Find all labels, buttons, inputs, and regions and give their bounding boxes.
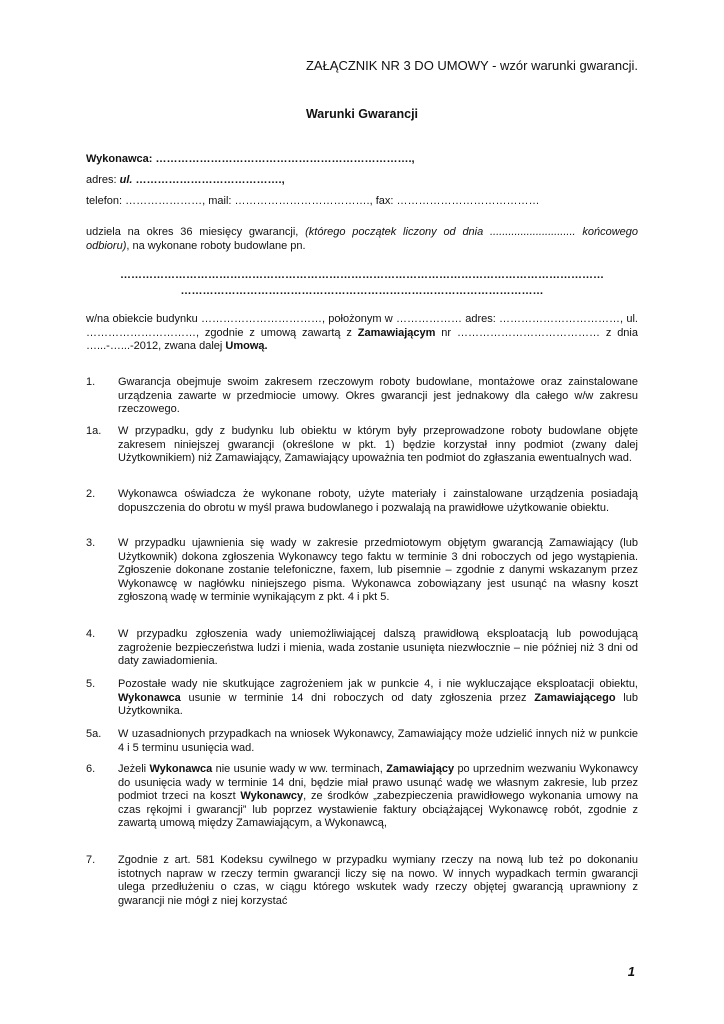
clause-6 xyxy=(86,763,638,831)
clause-6-bold-f: Wykonawcy xyxy=(240,790,304,802)
clause-5-text-a: Pozostałe wady nie skutkujące zagrożeniem jak w punkcie 4, i nie wykluczające eksploatacji obiektu, xyxy=(118,678,638,690)
intro-italic: (którego początek liczony od dnia ............................ końcowego odbioru) xyxy=(86,226,638,252)
clause-number: 3. xyxy=(86,537,96,549)
phone-line: telefon: …………………, mail: ………………………………., fax: ………………………………… xyxy=(86,195,540,207)
project-name-dots-1: …………………………………………………………………………………………………………………… xyxy=(120,269,604,281)
address-line xyxy=(86,174,285,186)
intro-paragraph xyxy=(86,226,638,253)
clause-text xyxy=(118,763,638,831)
clause-2 xyxy=(86,488,638,515)
contractor-dots: ……………………………………………………………., xyxy=(152,153,415,165)
clause-number: 1. xyxy=(86,376,96,388)
clause-text: W przypadku, gdy z budynku lub obiektu w którym były przeprowadzone roboty budowlane objęte zakresem niniejszej gwarancji (określone w pkt. 1) będzie korzystał inny podmiot (zwany dalej Użytkownikiem) niż Zamawiający, Zamawiający upoważnia ten podmiot do zgłaszania ewentualnych wad. xyxy=(118,425,638,464)
clause-5-text-c: usunie w terminie 14 dni roboczych od daty zgłoszenia przez xyxy=(180,691,535,704)
clause-text xyxy=(118,678,638,719)
clause-number: 2. xyxy=(86,488,96,500)
contractor-line xyxy=(86,153,415,165)
page-number: 1 xyxy=(627,964,635,979)
clause-number: 5a. xyxy=(86,728,102,740)
clause-text: W przypadku ujawnienia się wady w zakresie przedmiotowym objętym gwarancją Zamawiający (lub Użytkownik) dokona zgłoszenia Wykonawcy tego faktu w terminie 3 dni roboczych od jego wystąpienia. Zgłoszenie dokonane zostanie telefoniczne, faxem, lub pisemnie – zgodnie z danymi wskazanym przez Wykonawcę w nagłówku niniejszego pisma. Wykonawca zobowiązany jest usunąć na własny koszt zgłoszoną wadę w terminie wynikającym z pkt. 4 i pkt 5. xyxy=(118,537,638,603)
clause-7 xyxy=(86,854,638,908)
intro-text-1: udziela na okres 36 miesięcy gwarancji, xyxy=(86,226,306,238)
location-text-1: w/na obiekcie budynku ……………………………, położonym w ……………… adres: ……………………………, ul. …………………………, zgodnie z umową zawartą z xyxy=(86,313,638,339)
clause-1 xyxy=(86,376,638,417)
location-text-2: nr ………………………………… z dnia …...-…...-2012, zwana dalej xyxy=(86,326,638,353)
clause-number: 7. xyxy=(86,854,96,866)
clause-number: 1a. xyxy=(86,425,102,437)
clause-3 xyxy=(86,537,638,605)
document-header: ZAŁĄCZNIK NR 3 DO UMOWY - wzór warunki gwarancji. xyxy=(305,58,638,73)
clause-text: Gwarancja obejmuje swoim zakresem rzeczowym roboty budowlane, montażowe oraz zainstalowane urządzenia zawarte w przedmiocie umowy. Okres gwarancji jest jednakowy dla całego w/w zakresu rzeczowego. xyxy=(118,376,638,415)
clause-5-bold-b: Wykonawca xyxy=(118,691,181,704)
address-label: adres: xyxy=(86,174,120,186)
contractor-label: Wykonawca: xyxy=(86,153,153,165)
project-name-dots-2: ……………………………………………………………………………………… xyxy=(180,285,544,297)
clause-6-text-g: , ze środków „zabezpieczenia prawidłowego wykonania umowy na czas rękojmi i gwarancji” lub poprzez wystawienie faktury obciążającej Wykonawcę robót, zgodnie z zawartą umową między Zamawiającym, a Wykonawcą, xyxy=(118,790,638,829)
clause-6-bold-d: Zamawiający xyxy=(386,763,455,775)
clause-number: 5. xyxy=(86,678,96,690)
clause-6-text-c: nie usunie wady w ww. terminach, xyxy=(212,763,387,775)
address-dots: …………………………………., xyxy=(132,174,285,186)
location-bold-2: Umową xyxy=(225,340,265,353)
location-paragraph xyxy=(86,313,638,354)
clause-6-text-a: Jeżeli xyxy=(118,763,150,775)
clause-5-text-e: lub Użytkownika. xyxy=(118,691,638,717)
intro-text-2: , na wykonane roboty budowlane pn. xyxy=(126,239,306,252)
clause-number: 4. xyxy=(86,628,96,640)
clause-text: Wykonawca oświadcza że wykonane roboty, użyte materiały i zainstalowane urządzenia posiadają dopuszczenia do obrotu w myśl prawa budowlanego i pozwalają na prawidłowe użytkowanie obiektu. xyxy=(118,488,638,514)
clause-5a xyxy=(86,728,638,755)
location-bold-1: Zamawiającym xyxy=(357,326,436,339)
clause-4 xyxy=(86,628,638,669)
clause-1a xyxy=(86,425,638,466)
clause-text: W uzasadnionych przypadkach na wniosek Wykonawcy, Zamawiający może udzielić innych niż w punkcie 4 i 5 terminu usunięcia wad. xyxy=(118,728,638,754)
clause-number: 6. xyxy=(86,763,96,775)
clause-6-bold-b: Wykonawca xyxy=(149,763,213,775)
clause-text: W przypadku zgłoszenia wady uniemożliwiającej dalszą prawidłową eksploatacją lub powodującą zagrożenie bezpieczeństwa ludzi i mienia, wada zostanie usunięta niezwłocznie – nie później niż 3 dni od daty zawiadomienia. xyxy=(118,628,638,667)
address-ul: ul. xyxy=(119,174,133,186)
clause-5 xyxy=(86,678,638,719)
document-title: Warunki Gwarancji xyxy=(305,107,419,121)
clause-5-bold-d: Zamawiającego xyxy=(534,691,616,704)
location-text-3: . xyxy=(264,340,268,353)
clause-6-text-e: po uprzednim wezwaniu Wykonawcy do usunięcia wady w terminie 14 dni, będzie miał prawo usunąć wadę we własnym zakresie, lub przez podmiot trzeci na koszt xyxy=(118,763,638,802)
clause-text: Zgodnie z art. 581 Kodeksu cywilnego w przypadku wymiany rzeczy na nową lub też po dokonaniu istotnych napraw w rzeczy termin gwarancji liczy się na nowo. W innych wypadkach termin gwarancji ulega przedłużeniu o czas, w ciągu którego wskutek wady rzeczy objętej gwarancją uprawniony z gwarancji nie mógł z niej korzystać xyxy=(118,854,638,907)
